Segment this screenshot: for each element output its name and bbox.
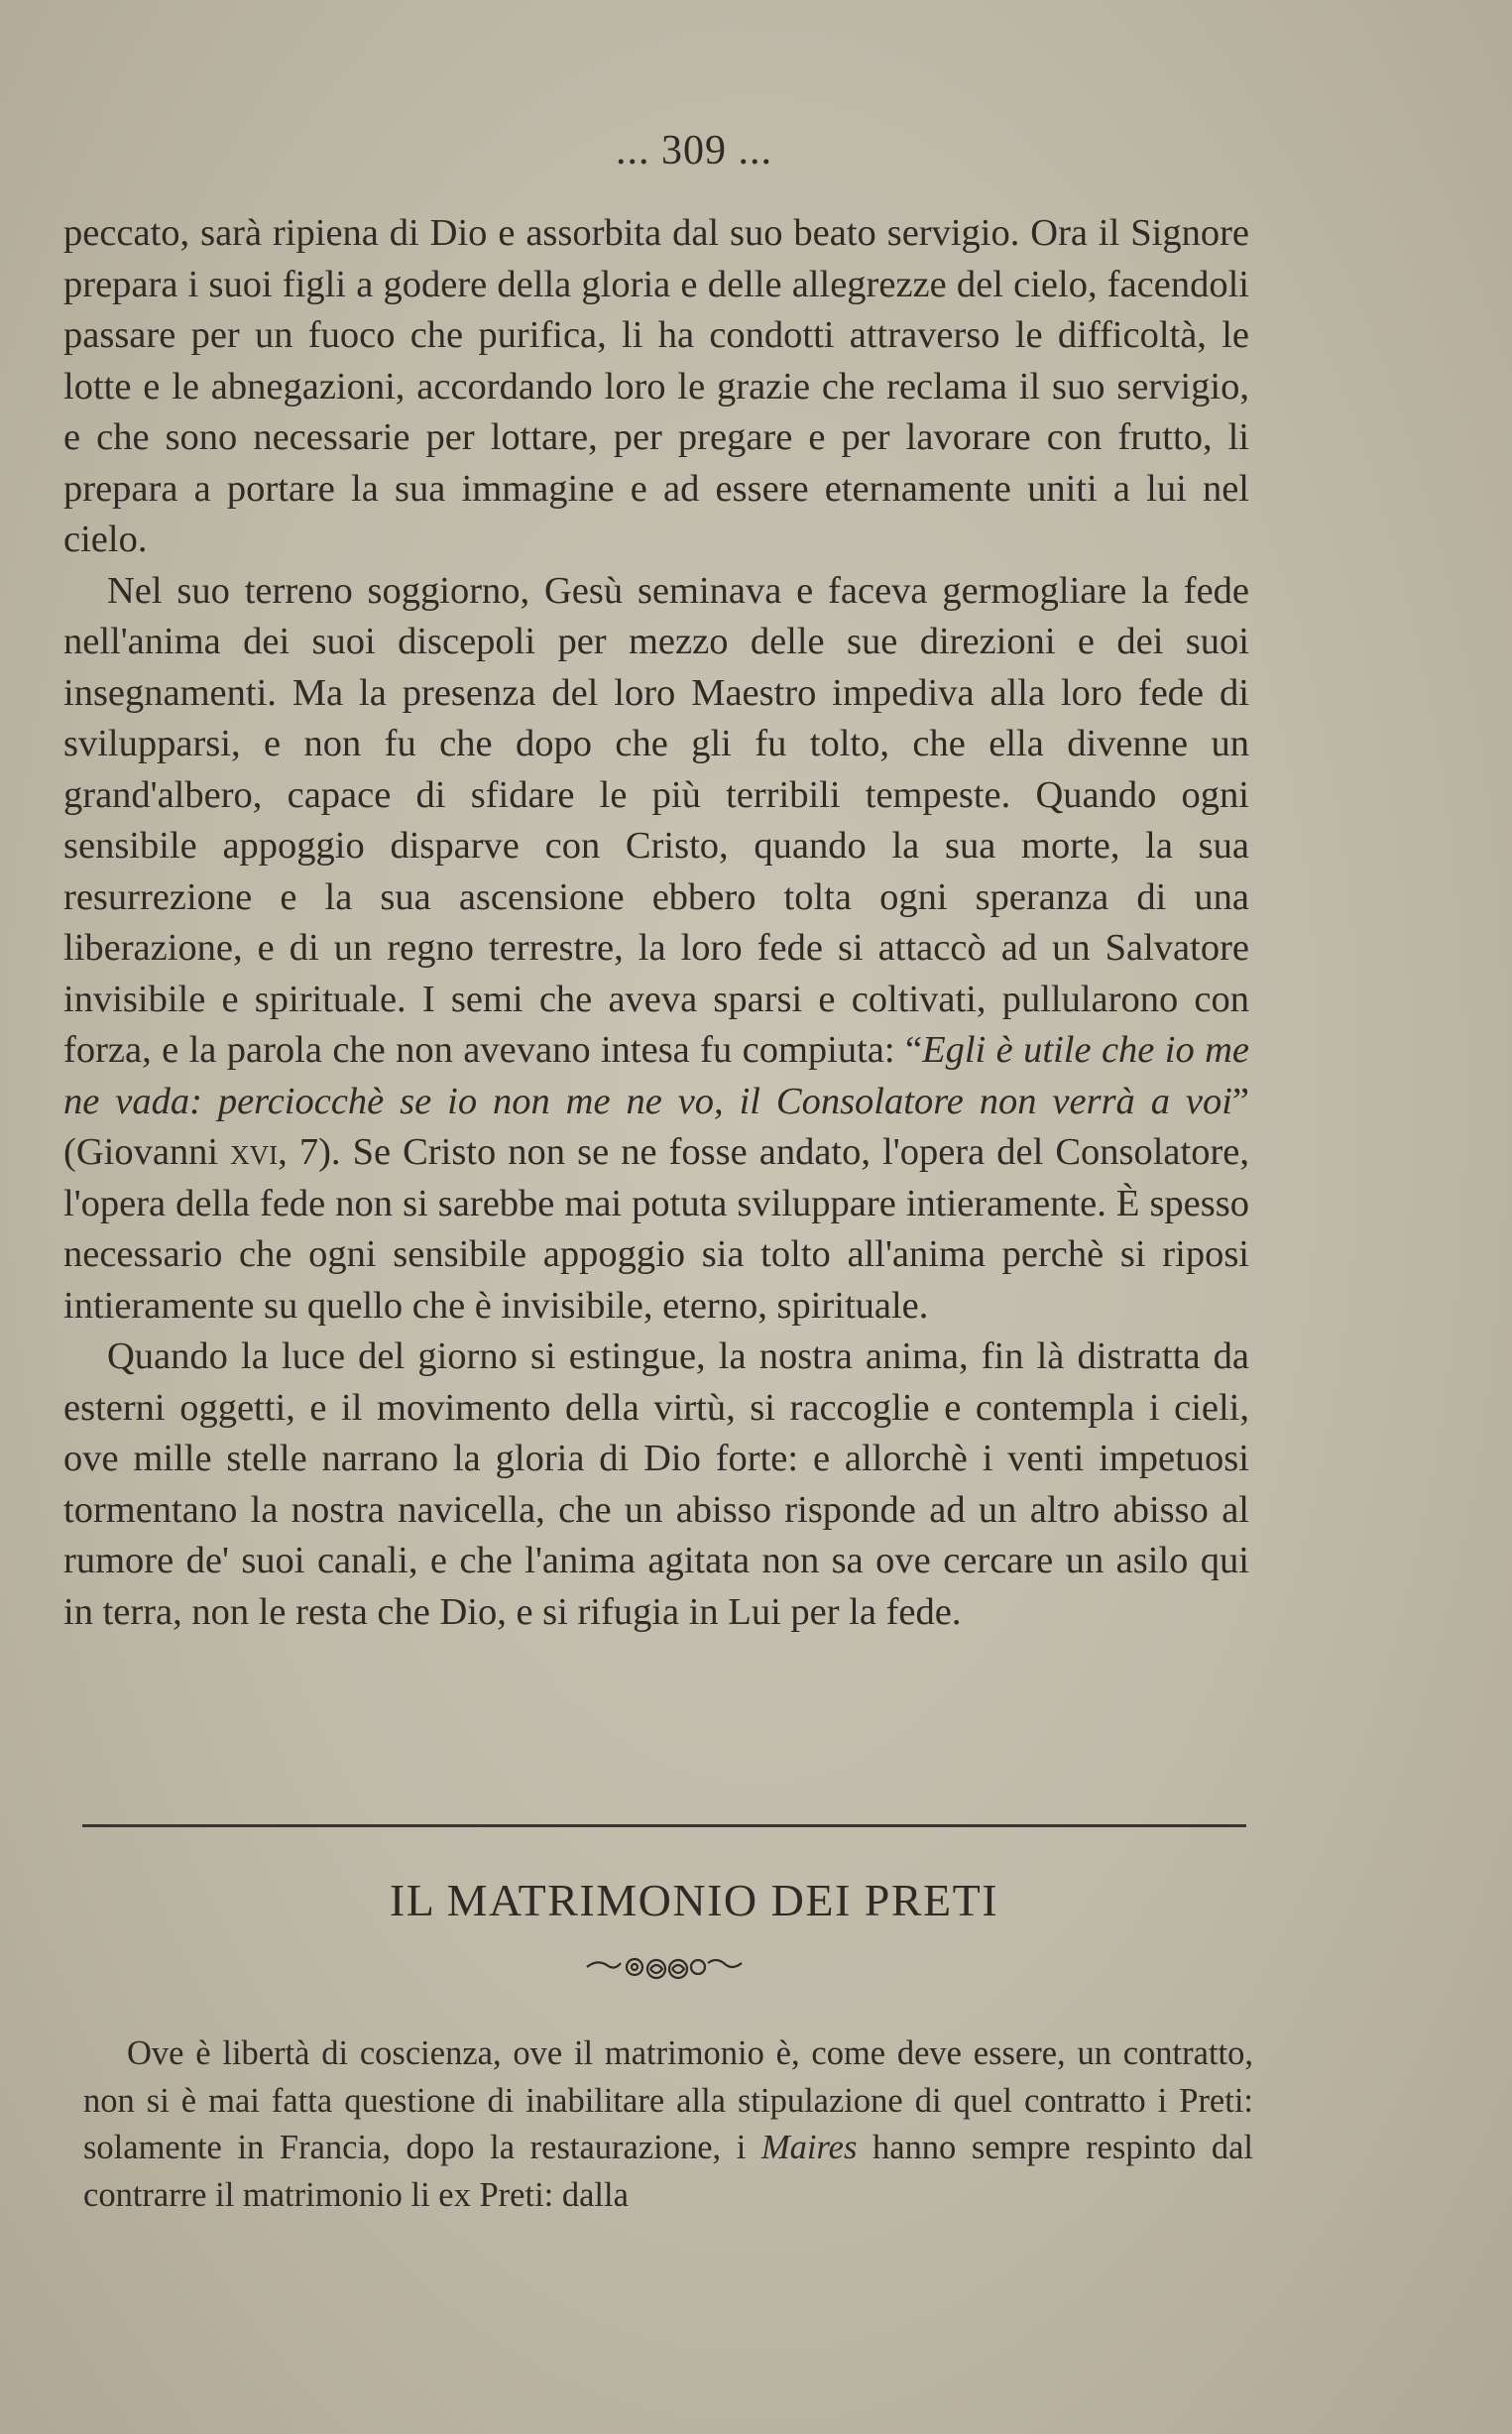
flourish-ornament-icon [585, 1949, 744, 1985]
paragraph-4 [83, 2030, 1253, 2219]
page-number: ... 309 ... [616, 128, 772, 174]
chapter-numeral: xvi [230, 1131, 279, 1173]
gospel-quote: Egli è utile che io me ne vada: perciocchè se io non me ne vo, il Consolatore non verrà a voi [63, 1029, 1249, 1122]
mairies-word: Maires [760, 2129, 858, 2166]
section-divider [82, 1824, 1246, 1827]
paragraph-4-text-b: hanno sempre respinto dal contrarre il matrimonio li ex Preti: dalla [83, 2129, 1253, 2214]
section-body-text [83, 2030, 1253, 2219]
paragraph-3: Quando la luce del giorno si estingue, la nostra anima, fin là distratta da esterni oggetti, e il movimento della virtù, si raccoglie e contempla i cieli, ove mille stelle narrano la gloria di Dio forte: e allorchè i venti impetuosi tormentano la nostra navicella, che un abisso risponde ad un altro abisso al rumore de' suoi canali, e che l'anima agitata non sa ove cercare un asilo qui in terra, non le resta che Dio, e si rifugia in Lui per la fede. [63, 1335, 1249, 1633]
body-text [63, 208, 1249, 1638]
section-title: IL MATRIMONIO DEI PRETI [389, 1875, 999, 1925]
paragraph-2-text-a: Nel suo terreno soggiorno, Gesù seminava e faceva germogliare la fede nell'anima dei suoi discepoli per mezzo delle sue direzioni e dei suoi insegnamenti. Ma la presenza del loro Maestro impediva alla loro fede di svilupparsi, e non fu che dopo che gli fu tolto, che ella divenne un grand'albero, capace di sfidare le più terribili tempeste. Quando ogni sensibile appoggio disparve con Cristo, quando la sua morte, la sua resurrezione e la sua ascensione ebbero tolta ogni speranza di una liberazione, e di un regno terrestre, la loro fede si attaccò ad un Salvatore invisibile e spirituale. I semi che aveva sparsi e coltivati, pullularono con forza, e la parola che non avevano intesa fu compiuta: “ [63, 569, 1249, 1071]
paragraph-1: peccato, sarà ripiena di Dio e assorbita dal suo beato servigio. Ora il Signore prepara i suoi figli a godere della gloria e delle allegrezze del cielo, facendoli passare per un fuoco che purifica, li ha condotti attraverso le difficoltà, le lotte e le abnegazioni, accordando loro le grazie che reclama il suo servigio, e che sono necessarie per lottare, per pregare e per lavorare con frutto, li prepara a portare la sua immagine e ad essere eternamente uniti a lui nel cielo. [63, 212, 1249, 560]
paragraph-2-text-b: ” (Giovanni [63, 1080, 1249, 1173]
paragraph-2-text-c: , 7). Se Cristo non se ne fosse andato, l'opera del Consolatore, l'opera della fede non si sarebbe mai potuta sviluppare intieramente. È spesso necessario che ogni sensibile appoggio sia tolto all'anima perchè si riposi intieramente su quello che è invisibile, eterno, spirituale. [63, 1131, 1249, 1327]
paragraph-4-text-a: Ove è libertà di coscienza, ove il matrimonio è, come deve essere, un contratto, non si è mai fatta questione di inabilitare alla stipulazione di quel contratto i Preti: solamente in Francia, dopo la restaurazione, i [83, 2034, 1253, 2166]
paragraph-2 [63, 566, 1249, 1333]
